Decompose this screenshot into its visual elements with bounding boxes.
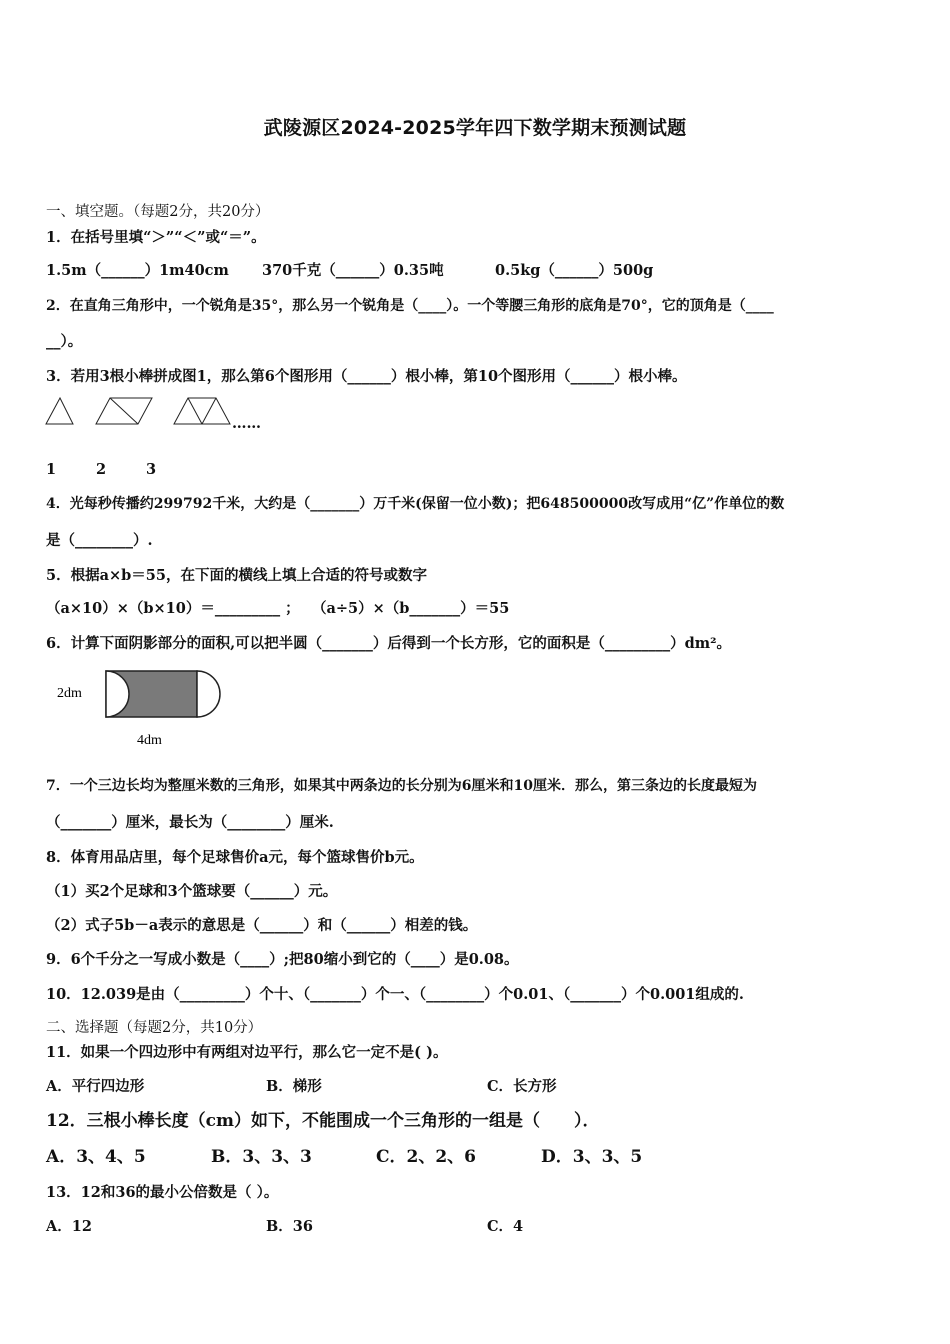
- page-title: 武陵源区2024-2025学年四下数学期末预测试题: [263, 117, 687, 139]
- q2-line1: 2．在直角三角形中，一个锐角是35°，那么另一个锐角是（____）。一个等腰三角形的底角是70°，它的顶角是（____: [46, 298, 774, 314]
- q13-option-a: A．12: [46, 1218, 92, 1235]
- q12-text: 12．三根小棒长度（cm）如下，不能围成一个三角形的一组是（ ）．: [46, 1111, 600, 1131]
- q9-text: 9．6个千分之一写成小数是（____）;把80缩小到它的（____）是0.08。: [46, 951, 519, 968]
- q8-line2: （1）买2个足球和3个篮球要（______）元。: [46, 883, 338, 900]
- q11-option-c: C．长方形: [487, 1078, 557, 1095]
- q3-figure-1: [46, 398, 73, 424]
- q11-text: 11．如果一个四边形中有两组对边平行，那么它一定不是( )。: [46, 1044, 448, 1061]
- q8-line3: （2）式子5b－a表示的意思是（______）和（______）相差的钱。: [46, 917, 478, 934]
- q13-text: 13．12和36的最小公倍数是（ ）。: [46, 1184, 279, 1201]
- q3-text: 3．若用3根小棒拼成图1，那么第6个图形用（______）根小棒，第10个图形用（______）根小棒。: [46, 368, 687, 385]
- q7-line1: 7．一个三边长均为整厘米数的三角形，如果其中两条边的长分别为6厘米和10厘米．那么，第三条边的长度最短为: [46, 778, 757, 794]
- q1-item-3: 0.5kg（______）500g: [495, 262, 654, 279]
- q12-option-d: D．3、3、5: [541, 1147, 643, 1167]
- q5-line1: 5．根据a×b＝55，在下面的横线上填上合适的符号或数字: [46, 567, 427, 584]
- q3-figure-3-edge-a: [188, 398, 202, 424]
- q3-label-3: 3: [146, 461, 157, 478]
- q1-item-2: 370千克（______）0.35吨: [262, 262, 444, 279]
- q1-item-1: 1.5m（______）1m40cm: [46, 262, 229, 279]
- q11-option-b: B．梯形: [266, 1078, 322, 1095]
- q10-text: 10．12.039是由（_________）个十、（_______）个一、（________）个0.01、（_______）个0.001组成的.: [46, 986, 744, 1003]
- q3-ellipsis: ……: [232, 415, 261, 432]
- q3-label-1: 1: [46, 461, 57, 478]
- q6-shaded-figure: [52, 664, 232, 754]
- q8-line1: 8．体育用品店里，每个足球售价a元，每个篮球售价b元。: [46, 849, 424, 866]
- q6-width-label: 4dm: [137, 733, 162, 748]
- q3-figure-3: [174, 398, 230, 424]
- q11-option-a: A．平行四边形: [46, 1078, 145, 1095]
- q6-right-semicircle: [197, 671, 220, 717]
- q3-figure-2-diagonal: [110, 398, 138, 424]
- section1-header: 一、填空题。（每题2分，共20分）: [46, 204, 270, 220]
- q4-line1: 4．光每秒传播约299792千米，大约是（_______）万千米(保留一位小数)；把648500000改写成用“亿”作单位的数: [46, 496, 785, 512]
- q13-option-c: C．4: [487, 1218, 524, 1235]
- q7-line2: （_______）厘米，最长为（________）厘米.: [46, 814, 334, 831]
- q4-line2: 是（________）.: [46, 532, 153, 549]
- q6-text: 6．计算下面阴影部分的面积,可以把半圆（_______）后得到一个长方形，它的面积是（_________）dm²。: [46, 635, 731, 652]
- q3-figure-3-edge-b: [202, 398, 216, 424]
- q1-text: 1．在括号里填“＞”“＜”或“＝”。: [46, 229, 266, 246]
- q6-height-label: 2dm: [57, 686, 82, 701]
- section2-header: 二、选择题（每题2分，共10分）: [46, 1020, 263, 1036]
- q5-line2-part2: （a÷5）×（b_______）＝55: [312, 600, 510, 617]
- q3-label-2: 2: [96, 461, 107, 478]
- q12-option-b: B．3、3、3: [211, 1147, 312, 1167]
- q2-line2: __）。: [46, 333, 83, 350]
- q5-line2-part1: （a×10）×（b×10）＝_________ ；: [46, 600, 300, 617]
- q12-option-c: C．2、2、6: [376, 1147, 477, 1167]
- q12-option-a: A．3、4、5: [46, 1147, 146, 1167]
- q13-option-b: B．36: [266, 1218, 313, 1235]
